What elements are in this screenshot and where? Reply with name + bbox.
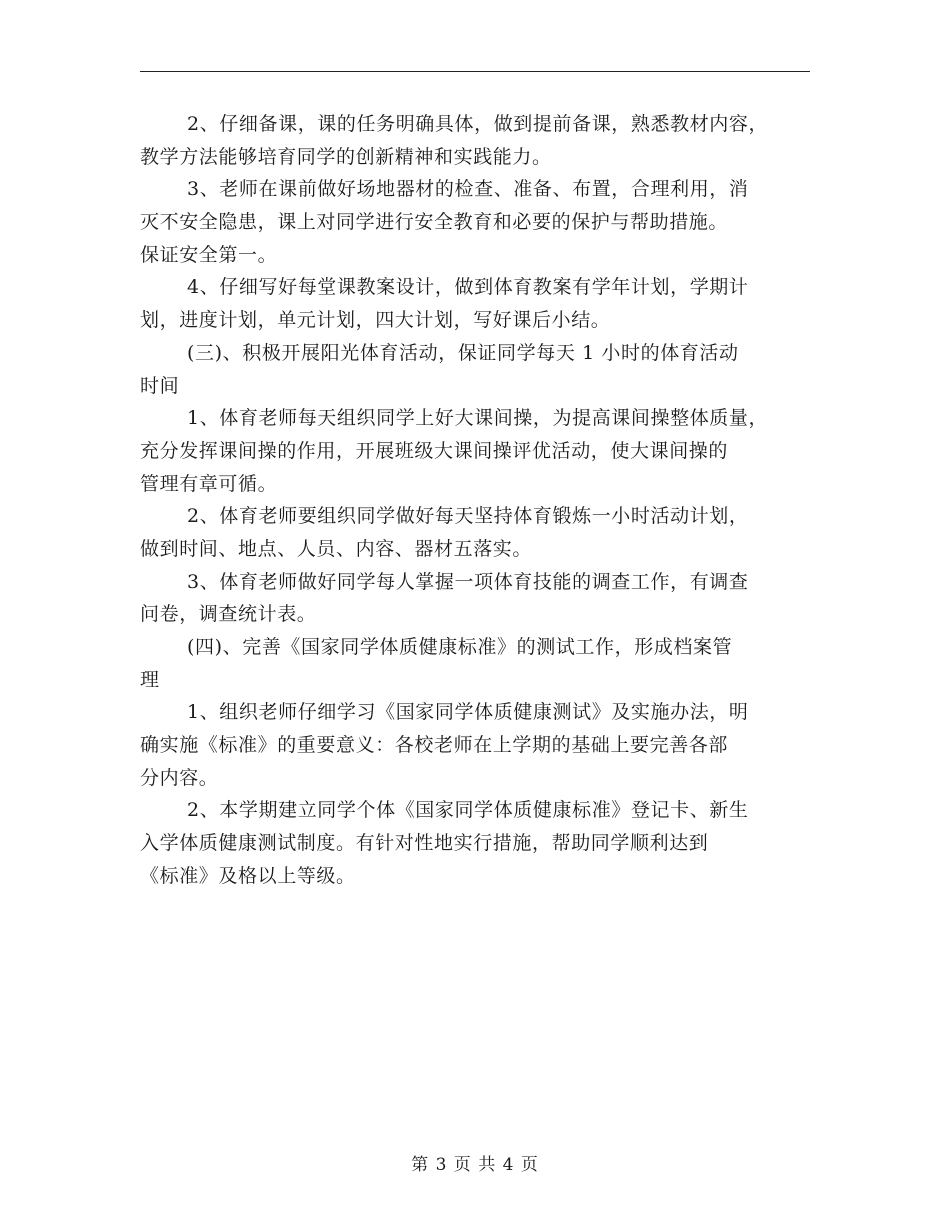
paragraph bbox=[140, 402, 812, 500]
paragraph bbox=[140, 696, 812, 794]
paragraph-line: 入学体质健康测试制度。有针对性地实行措施，帮助同学顺利达到 bbox=[140, 832, 709, 855]
section-heading bbox=[140, 337, 812, 402]
paragraph-line: (三)、积极开展阳光体育活动，保证同学每天 1 小时的体育活动 bbox=[187, 341, 739, 364]
paragraph-line: 《标准》及格以上等级。 bbox=[140, 864, 356, 887]
paragraph bbox=[140, 271, 812, 336]
paragraph bbox=[140, 500, 812, 565]
paragraph-line: 问卷，调查统计表。 bbox=[140, 603, 317, 626]
paragraph-line: 3、老师在课前做好场地器材的检查、准备、布置，合理利用，消 bbox=[187, 178, 749, 201]
paragraph-line: 1、体育老师每天组织同学上好大课间操，为提高课间操整体质量， bbox=[187, 407, 769, 430]
paragraph-line: 4、仔细写好每堂课教案设计，做到体育教案有学年计划，学期计 bbox=[187, 276, 749, 299]
paragraph bbox=[140, 566, 812, 631]
paragraph-line: 做到时间、地点、人员、内容、器材五落实。 bbox=[140, 537, 533, 560]
document-body bbox=[140, 108, 812, 893]
section-heading bbox=[140, 631, 812, 696]
paragraph-line: 灭不安全隐患，课上对同学进行安全教育和必要的保护与帮助措施。 bbox=[140, 211, 729, 234]
paragraph-line: 2、本学期建立同学个体《国家同学体质健康标准》登记卡、新生 bbox=[187, 799, 749, 822]
paragraph-line: 理 bbox=[140, 668, 160, 691]
paragraph-line: 保证安全第一。 bbox=[140, 243, 278, 266]
paragraph bbox=[140, 794, 812, 892]
paragraph-line: 2、体育老师要组织同学做好每天坚持体育锻炼一小时活动计划， bbox=[187, 505, 749, 528]
paragraph-line: 充分发挥课间操的作用，开展班级大课间操评优活动，使大课间操的 bbox=[140, 439, 729, 462]
paragraph-line: (四)、完善《国家同学体质健康标准》的测试工作，形成档案管 bbox=[187, 636, 733, 658]
paragraph-line: 教学方法能够培育同学的创新精神和实践能力。 bbox=[140, 145, 552, 168]
paragraph-line: 3、体育老师做好同学每人掌握一项体育技能的调查工作，有调查 bbox=[187, 570, 749, 593]
paragraph-line: 1、组织老师仔细学习《国家同学体质健康测试》及实施办法，明 bbox=[187, 701, 749, 724]
paragraph-line: 划，进度计划，单元计划，四大计划，写好课后小结。 bbox=[140, 309, 611, 332]
paragraph-line: 2、仔细备课，课的任务明确具体，做到提前备课，熟悉教材内容， bbox=[187, 113, 769, 135]
paragraph-line: 时间 bbox=[140, 374, 180, 397]
paragraph bbox=[140, 108, 812, 173]
paragraph-line: 分内容。 bbox=[140, 766, 219, 789]
paragraph-line: 管理有章可循。 bbox=[140, 472, 278, 495]
paragraph-line: 确实施《标准》的重要意义：各校老师在上学期的基础上要完善各部 bbox=[140, 734, 729, 757]
paragraph bbox=[140, 173, 812, 271]
page-number-footer: 第 3 页 共 4 页 bbox=[411, 1155, 539, 1175]
header-rule bbox=[140, 71, 810, 72]
